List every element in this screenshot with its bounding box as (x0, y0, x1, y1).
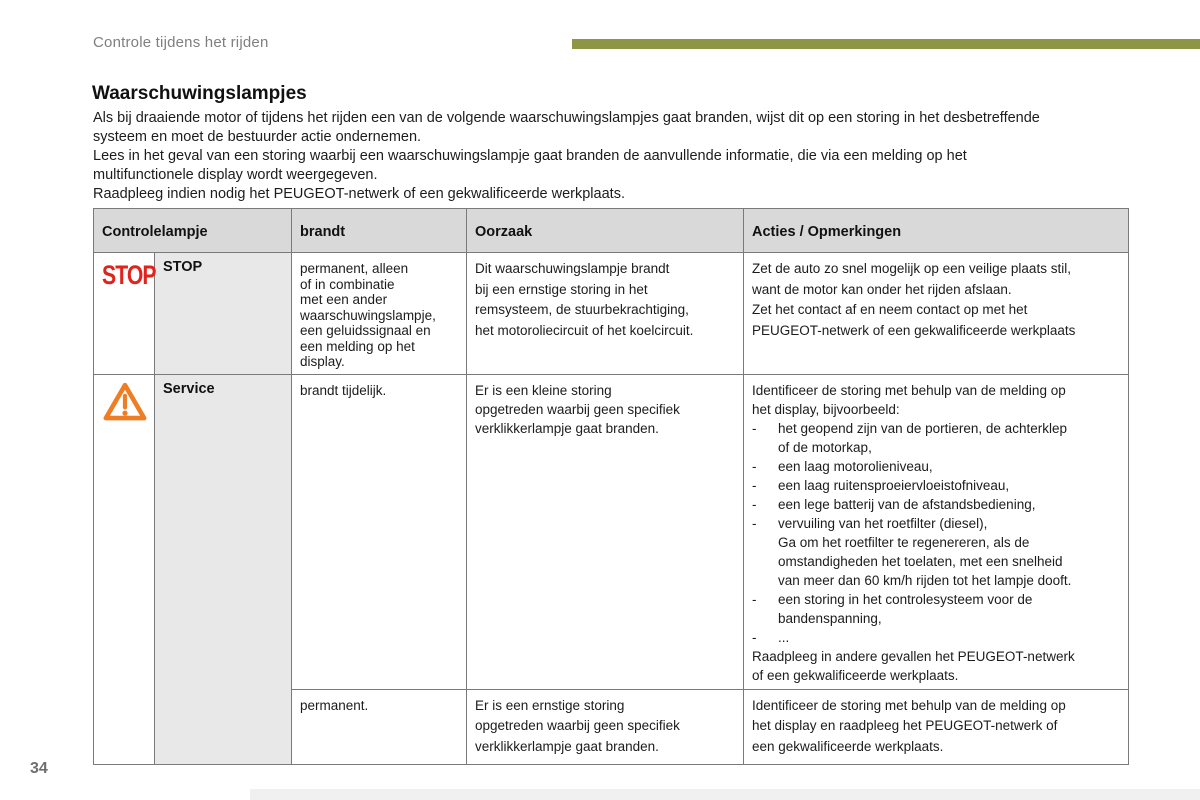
table-row-stop (94, 253, 1129, 375)
list-item: - het geopend zijn van de portieren, de achterklep of de motorkap, (752, 420, 1067, 455)
cell-oorzaak: Er is een ernstige storing opgetreden waarbij geen specifiek verklikkerlampje gaat branden. (467, 689, 744, 764)
service-lamp-cell (94, 374, 155, 764)
footer-strip (250, 789, 1200, 800)
col-header-controlelampje: Controlelampje (94, 209, 292, 253)
table-header-row (94, 209, 1129, 253)
list-item: - een storing in het controlesysteem voor de bandenspanning, (752, 591, 1033, 626)
cell-acties: Identificeer de storing met behulp van de melding op het display en raadpleeg het PEUGEOT-netwerk of een gekwalificeerde werkplaats. (744, 689, 1129, 764)
cell-acties: Zet de auto zo snel mogelijk op een veilige plaats stil, want de motor kan onder het rijden afslaan. Zet het contact af en neem contact op met het PEUGEOT-netwerk of een gekwalificeerde werkplaats (744, 253, 1129, 375)
col-header-brandt: brandt (292, 209, 467, 253)
warning-lamps-table (93, 208, 1129, 765)
intro-paragraph: Lees in het geval van een storing waarbij een waarschuwingslampje gaat branden de aanvullende informatie, die via een melding op het multifunctionele display wordt weergegeven. (93, 148, 967, 183)
acties-outro: Raadpleeg in andere gevallen het PEUGEOT-netwerk of een gekwalificeerde werkplaats. (752, 648, 1075, 683)
stop-lamp-cell (94, 253, 155, 375)
cell-acties (744, 374, 1129, 689)
cell-brandt: permanent. (292, 689, 467, 764)
lamp-label: STOP (155, 253, 292, 375)
col-header-oorzaak: Oorzaak (467, 209, 744, 253)
col-header-acties: Acties / Opmerkingen (744, 209, 1129, 253)
accent-rule (572, 39, 1200, 49)
cell-brandt: brandt tijdelijk. (292, 374, 467, 689)
warning-triangle-icon (102, 381, 148, 423)
list-item: - een lege batterij van de afstandsbediening, (752, 496, 1036, 512)
acties-intro: Identificeer de storing met behulp van de melding op het display, bijvoorbeeld: (752, 382, 1066, 417)
list-item: - vervuiling van het roetfilter (diesel), Ga om het roetfilter te regenereren, als de omstandigheden het toelaten, met een snelheid van meer dan 60 km/h rijden tot het lampje dooft. (752, 515, 1072, 588)
breadcrumb: Controle tijdens het rijden (93, 34, 269, 51)
list-item: - een laag motorolieniveau, (752, 458, 933, 474)
intro-text (93, 109, 1163, 204)
list-item: - ... (752, 629, 790, 645)
cell-brandt: permanent, alleen of in combinatie met een ander waarschuwingslampje, een geluidssignaal en een melding op het display. (292, 253, 467, 375)
intro-paragraph: Raadpleeg indien nodig het PEUGEOT-netwerk of een gekwalificeerde werkplaats. (93, 186, 625, 202)
stop-warning-lamp-icon: STOP (102, 259, 156, 290)
list-item: - een laag ruitensproeiervloeistofniveau, (752, 477, 1010, 493)
page-number: 34 (30, 760, 48, 777)
table-row-service (94, 374, 1129, 689)
intro-paragraph: Als bij draaiende motor of tijdens het rijden een van de volgende waarschuwingslampjes gaat branden, wijst dit op een storing in het desbetreffende systeem en moet de bestuurder actie ondernemen. (93, 110, 1040, 145)
cell-oorzaak: Dit waarschuwingslampje brandt bij een ernstige storing in het remsysteem, de stuurbekrachtiging, het motoroliecircuit of het koelcircuit. (467, 253, 744, 375)
lamp-label: Service (155, 374, 292, 764)
page-title: Waarschuwingslampjes (92, 83, 307, 104)
cell-oorzaak: Er is een kleine storing opgetreden waarbij geen specifiek verklikkerlampje gaat branden. (467, 374, 744, 689)
